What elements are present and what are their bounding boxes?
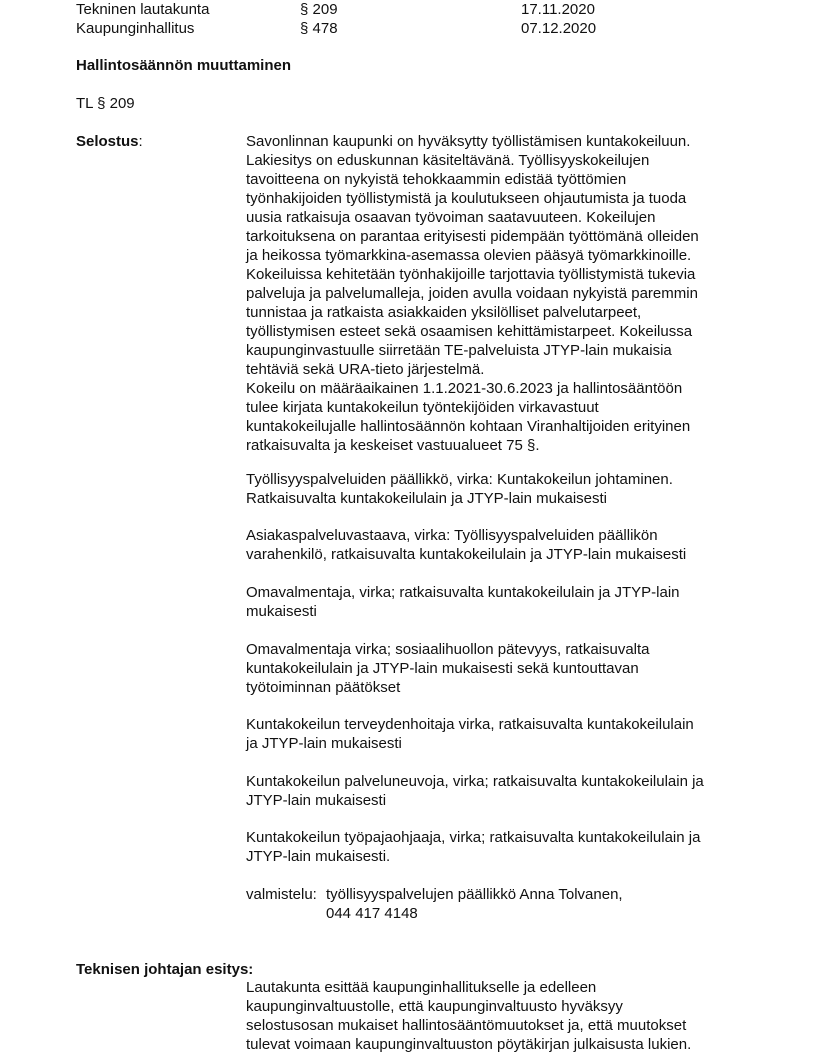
position-line: työtoiminnan päätökset	[246, 679, 401, 696]
position-line: Kuntakokeilun palveluneuvoja, virka; ratkaisuvalta kuntakokeilulain ja	[246, 773, 704, 790]
position-line: Omavalmentaja, virka; ratkaisuvalta kuntakokeilulain ja JTYP-lain	[246, 584, 680, 601]
position-block	[246, 583, 746, 621]
text-line: tehtäviä sekä URA-tieto järjestelmä.	[246, 361, 485, 378]
text-line: Kokeilu on määräaikainen 1.1.2021-30.6.2023 ja hallintosääntöön	[246, 380, 683, 397]
position-line: mukaisesti	[246, 603, 317, 620]
text-line: Kokeiluissa kehitetään työnhakijoille tarjottavia työllistymistä tukevia	[246, 266, 696, 283]
position-line: Työllisyyspalveluiden päällikkö, virka: Kuntakokeilun johtaminen.	[246, 471, 673, 488]
selostus-label-text: Selostus	[76, 133, 139, 150]
reference-label: TL § 209	[76, 95, 135, 112]
text-line: tunnistaa ja ratkaista asiakkaiden yksilölliset palvelutarpeet,	[246, 304, 642, 321]
position-block	[246, 526, 746, 564]
position-block	[246, 470, 746, 508]
selostus-label	[76, 132, 143, 151]
position-line: varahenkilö, ratkaisuvalta kuntakokeilulain ja JTYP-lain mukaisesti	[246, 546, 687, 563]
position-block	[246, 640, 746, 697]
text-line: palveluja ja palvelumalleja, joiden avulla voidaan nykyistä paremmin	[246, 285, 698, 302]
position-line: Kuntakokeilun työpajaohjaaja, virka; ratkaisuvalta kuntakokeilulain ja	[246, 829, 701, 846]
position-block	[246, 772, 746, 810]
meeting-section-1: § 209	[300, 1, 338, 18]
meeting-date-2: 07.12.2020	[521, 20, 597, 37]
text-line: tulee kirjata kuntakokeilun työntekijöiden virkavastuut	[246, 399, 599, 416]
position-block	[246, 715, 746, 753]
proposal-text	[246, 978, 746, 1054]
position-line: ja JTYP-lain mukaisesti	[246, 735, 402, 752]
preparation-label: valmistelu:	[246, 886, 317, 903]
position-line: JTYP-lain mukaisesti.	[246, 848, 391, 865]
meeting-section-2: § 478	[300, 20, 338, 37]
text-line: ratkaisuvalta ja keskeiset vastuualueet 75 §.	[246, 437, 540, 454]
meeting-body-1: Tekninen lautakunta	[76, 1, 210, 18]
text-line: Savonlinnan kaupunki on hyväksytty työllistämisen kuntakokeiluun.	[246, 133, 691, 150]
proposal-label: Teknisen johtajan esitys:	[76, 961, 254, 978]
position-line: kuntakokeilulain ja JTYP-lain mukaisesti sekä kuntouttavan	[246, 660, 639, 677]
selostus-main-text	[246, 132, 746, 455]
text-line: ja heikossa työmarkkina-asemassa olevien pääsyä työmarkkinoille.	[246, 247, 692, 264]
meeting-body-2: Kaupunginhallitus	[76, 20, 195, 37]
text-line: työnhakijoiden työllistymistä ja koulutukseen ohjautumista ja tuoda	[246, 190, 687, 207]
position-line: Asiakaspalveluvastaava, virka: Työllisyyspalveluiden päällikön	[246, 527, 658, 544]
text-line: uusia ratkaisuja osaavan työvoiman saatavuuteen. Kokeilujen	[246, 209, 656, 226]
text-line: kuntakokeilujalle hallintosäännön kohtaan Viranhaltijoiden erityinen	[246, 418, 691, 435]
position-block	[246, 828, 746, 866]
meeting-date-1: 17.11.2020	[521, 1, 595, 18]
text-line: tavoitteena on nykyistä tehokkaammin edistää työttömien	[246, 171, 627, 188]
preparation-phone: 044 417 4148	[326, 905, 418, 922]
text-line: työllistymisen esteet sekä osaamisen kehittämistarpeet. Kokeilussa	[246, 323, 693, 340]
position-line: Kuntakokeilun terveydenhoitaja virka, ratkaisuvalta kuntakokeilulain	[246, 716, 694, 733]
preparation-person: työllisyyspalvelujen päällikkö Anna Tolvanen,	[326, 886, 623, 903]
position-line: Ratkaisuvalta kuntakokeilulain ja JTYP-lain mukaisesti	[246, 490, 607, 507]
position-line: Omavalmentaja virka; sosiaalihuollon pätevyys, ratkaisuvalta	[246, 641, 650, 658]
proposal-line: tulevat voimaan kaupunginvaltuuston pöytäkirjan julkaisusta lukien.	[246, 1036, 692, 1053]
selostus-label-colon: :	[138, 133, 143, 150]
proposal-line: selostusosan mukaiset hallintosääntömuutokset ja, että muutokset	[246, 1017, 687, 1034]
position-line: JTYP-lain mukaisesti	[246, 792, 387, 809]
proposal-line: kaupunginvaltuustolle, että kaupunginvaltuusto hyväksyy	[246, 998, 623, 1015]
text-line: Lakiesitys on eduskunnan käsiteltävänä. Työllisyyskokeilujen	[246, 152, 650, 169]
document-title: Hallintosäännön muuttaminen	[76, 57, 292, 74]
text-line: tarkoituksena on parantaa erityisesti pidempään työttömänä olleiden	[246, 228, 699, 245]
proposal-line: Lautakunta esittää kaupunginhallitukselle ja edelleen	[246, 979, 597, 996]
text-line: kaupunginvastuulle siirretään TE-palveluista JTYP-lain mukaisia	[246, 342, 672, 359]
